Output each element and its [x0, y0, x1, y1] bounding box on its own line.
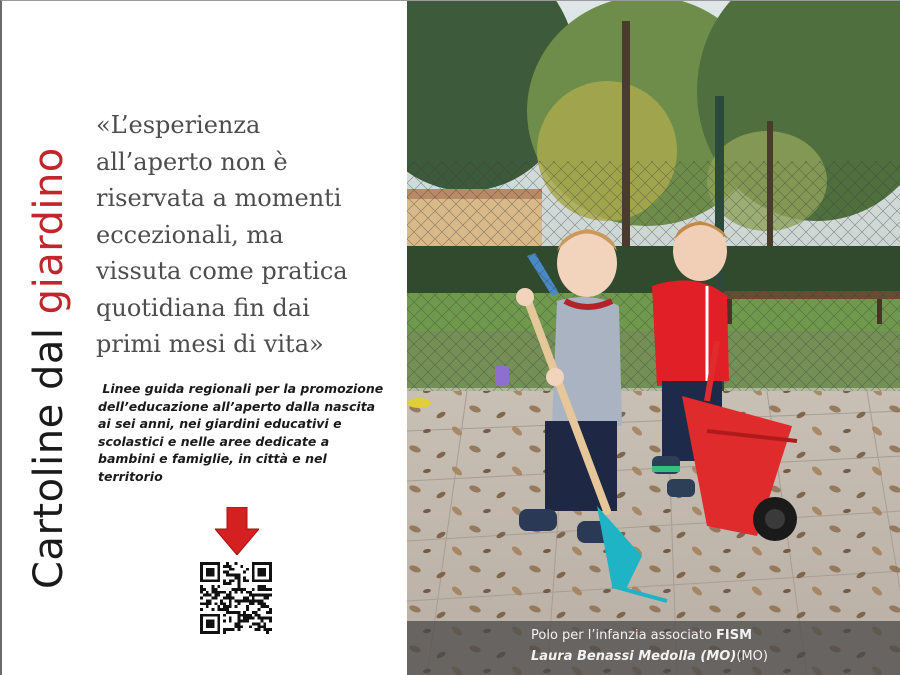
vertical-title [26, 89, 72, 589]
title-part-1: Cartoline dal [26, 314, 72, 589]
caption-line: dell’educazione all’aperto dalla nascita [98, 398, 376, 414]
caption-association-bold: FISM [716, 628, 753, 643]
caption-school-province: (MO) [736, 649, 768, 664]
title-part-2: giardino [26, 147, 72, 315]
photo-caption [407, 621, 900, 675]
caption-school-name: Laura Benassi Medolla (MO) [531, 649, 737, 664]
quote [96, 107, 396, 363]
caption-line: scolastici e nelle aree dedicate a [98, 433, 330, 449]
caption-line: territorio [98, 468, 163, 484]
quote-line: eccezionali, ma [96, 220, 284, 249]
guidelines-caption [98, 380, 398, 485]
qr-code-icon[interactable] [200, 562, 272, 634]
quote-line: riservata a momenti [96, 184, 342, 212]
caption-line: Linee guida regionali per la promozione [98, 381, 384, 396]
quote-line: «L’esperienza [96, 111, 261, 139]
caption-line: bambini e famiglie, in città e nel [98, 451, 327, 466]
caption-association [531, 628, 752, 643]
caption-association-text: Polo per l’infanzia associato [531, 628, 717, 643]
quote-line: vissuta come pratica [96, 257, 348, 285]
caption-line: ai sei anni, nei giardini educativi e [98, 416, 342, 431]
photo-children-raking-leaves [407, 1, 900, 675]
quote-line: all’aperto non è [96, 147, 288, 176]
arrow-down-icon [215, 507, 259, 555]
caption-school [531, 649, 768, 664]
quote-line: primi mesi di vita» [96, 330, 324, 358]
quote-line: quotidiana fin dai [96, 293, 310, 322]
